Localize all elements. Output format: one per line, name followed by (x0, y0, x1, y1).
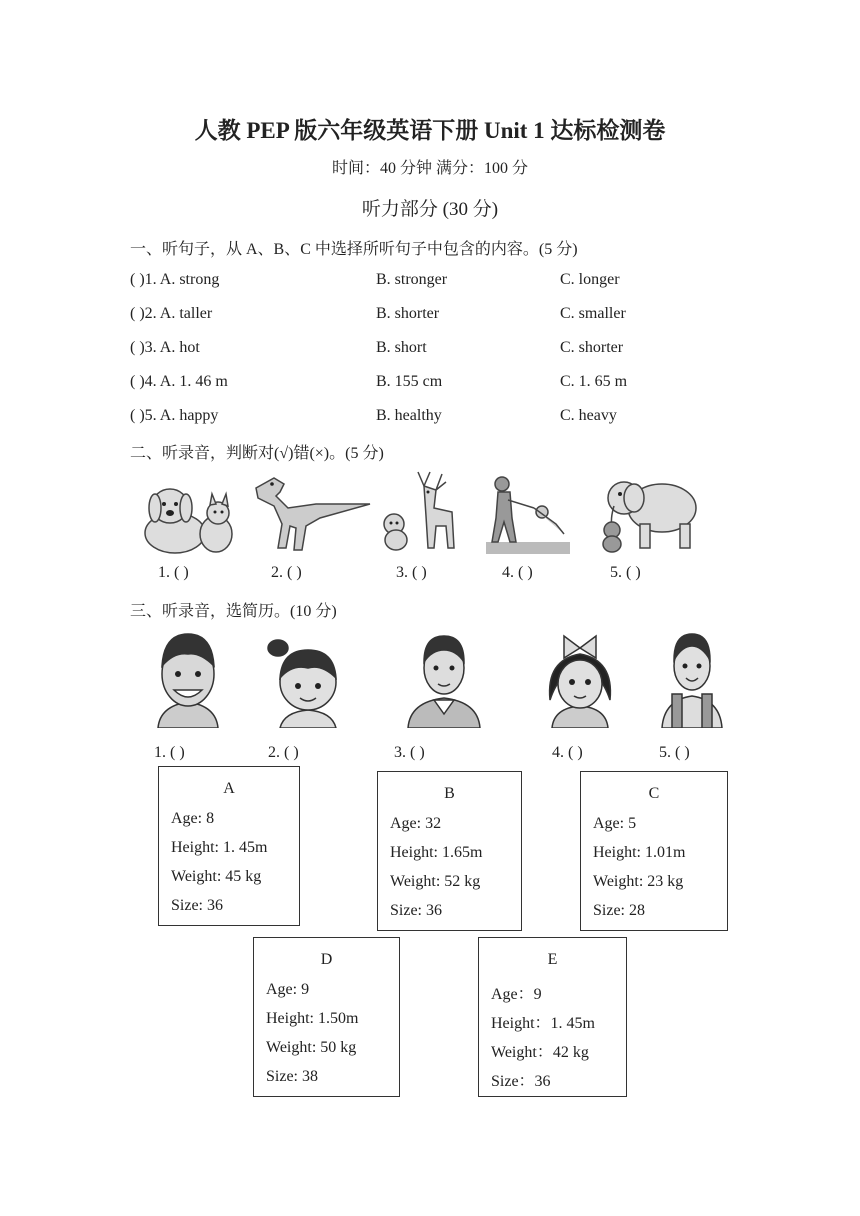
card-letter: C (648, 785, 660, 802)
s3-label-5: 5. ( ) (659, 744, 690, 761)
girl-bow-picture (540, 630, 620, 728)
resume-card-a (158, 766, 300, 926)
card-weight: Weight: 45 kg (171, 868, 262, 885)
card-height: Height: 1. 45m (171, 839, 268, 856)
resume-card-b (377, 771, 522, 931)
man-swinging-child-picture (486, 474, 570, 554)
man-collared-shirt-picture (404, 630, 484, 728)
exam-info: 时间：40 分钟 满分：100 分 (331, 160, 528, 177)
q3-option-b: B. short (376, 339, 427, 356)
card-age: Age: 5 (593, 815, 637, 832)
q3-stem: ( )3. A. hot (130, 339, 200, 356)
q2-option-c: C. smaller (560, 305, 626, 322)
section-1-heading: 一、听句子，从 A、B、C 中选择所听句子中包含的内容。(5 分) (130, 241, 578, 258)
card-age: Age：9 (491, 986, 542, 1003)
q5-option-b: B. healthy (376, 407, 442, 424)
s3-label-1: 1. ( ) (154, 744, 185, 761)
card-weight: Weight: 52 kg (390, 873, 481, 890)
card-size: Size: 38 (266, 1068, 318, 1085)
card-height: Height: 1.50m (266, 1010, 359, 1027)
s2-label-1: 1. ( ) (158, 564, 189, 581)
s3-label-3: 3. ( ) (394, 744, 425, 761)
card-size: Size: 36 (171, 897, 223, 914)
card-age: Age: 9 (266, 981, 310, 998)
s3-label-2: 2. ( ) (268, 744, 299, 761)
section-3-heading: 三、听录音，选简历。(10 分) (130, 603, 337, 620)
card-height: Height: 1.65m (390, 844, 483, 861)
card-height: Height：1. 45m (491, 1015, 595, 1032)
card-height: Height: 1.01m (593, 844, 686, 861)
card-weight: Weight：42 kg (491, 1044, 589, 1061)
monkey-and-deer-picture (378, 468, 464, 552)
s2-label-5: 5. ( ) (610, 564, 641, 581)
dog-and-cat-picture (130, 478, 242, 558)
resume-card-d (253, 937, 400, 1097)
card-letter: B (444, 785, 455, 802)
section-2-heading: 二、听录音，判断对(√)错(×)。(5 分) (130, 445, 384, 462)
q2-option-b: B. shorter (376, 305, 440, 322)
q2-stem: ( )2. A. taller (130, 305, 213, 322)
girl-ponytail-picture (266, 634, 350, 728)
s2-label-4: 4. ( ) (502, 564, 533, 581)
card-age: Age: 8 (171, 810, 215, 827)
dinosaur-picture (246, 474, 372, 554)
resume-card-e (478, 937, 627, 1097)
card-size: Size: 28 (593, 902, 645, 919)
q1-option-b: B. stronger (376, 271, 448, 288)
card-size: Size：36 (491, 1073, 551, 1090)
mouse-and-elephant-picture (596, 474, 700, 554)
q4-option-b: B. 155 cm (376, 373, 443, 390)
q5-stem: ( )5. A. happy (130, 407, 219, 424)
card-size: Size: 36 (390, 902, 442, 919)
s3-label-4: 4. ( ) (552, 744, 583, 761)
s2-label-2: 2. ( ) (271, 564, 302, 581)
q1-stem: ( )1. A. strong (130, 271, 220, 288)
card-letter: A (223, 780, 235, 797)
page-title: 人教 PEP 版六年级英语下册 Unit 1 达标检测卷 (194, 118, 666, 143)
card-weight: Weight: 50 kg (266, 1039, 357, 1056)
boy-smiling-picture (150, 630, 226, 728)
s2-label-3: 3. ( ) (396, 564, 427, 581)
card-letter: D (320, 951, 333, 968)
q1-option-c: C. longer (560, 271, 620, 288)
q4-stem: ( )4. A. 1. 46 m (130, 373, 228, 390)
part-heading: 听力部分 (30 分) (361, 199, 499, 220)
card-weight: Weight: 23 kg (593, 873, 684, 890)
q5-option-c: C. heavy (560, 407, 617, 424)
resume-card-c (580, 771, 728, 931)
q3-option-c: C. shorter (560, 339, 624, 356)
card-age: Age: 32 (390, 815, 442, 832)
boy-scarf-picture (660, 630, 724, 728)
card-letter: E (547, 951, 558, 968)
q4-option-c: C. 1. 65 m (560, 373, 628, 390)
